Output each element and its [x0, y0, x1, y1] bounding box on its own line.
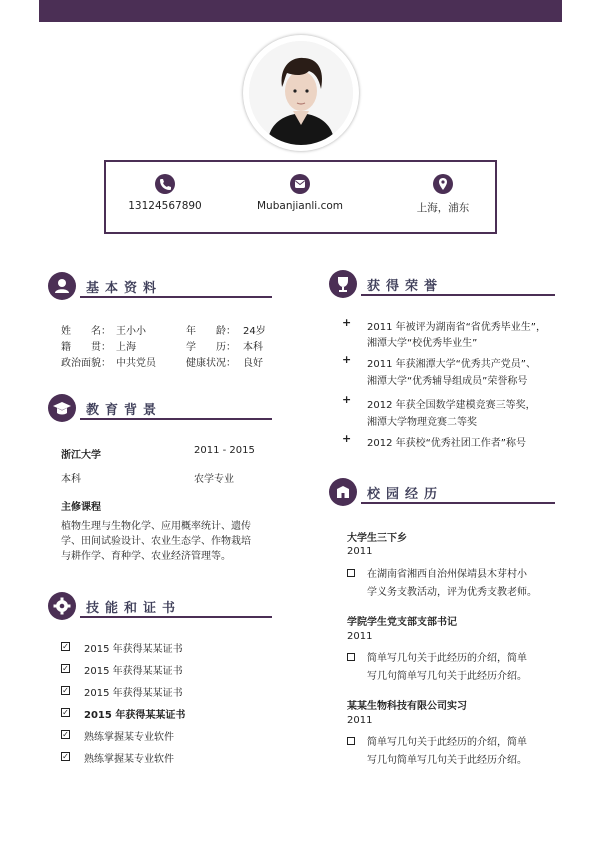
value-hometown: 上海 — [116, 342, 136, 353]
section-title: 基本资料 — [86, 281, 163, 296]
label-age: 年 龄： — [186, 326, 236, 337]
location-text: 上海，浦东 — [416, 202, 470, 214]
label-health: 健康状况： — [186, 358, 236, 369]
label-political: 政治面貌： — [61, 358, 111, 369]
section-title: 技能和证书 — [86, 601, 182, 616]
check-icon: ✓ — [62, 664, 69, 673]
skill-item: 2015 年获得某某证书 — [84, 688, 183, 699]
label-education: 学 历： — [186, 342, 236, 353]
square-bullet-icon — [347, 569, 355, 577]
contact-box — [104, 160, 497, 234]
value-education: 本科 — [243, 342, 263, 353]
campus-entry-line: 写几句简单写几句关于此经历介绍。 — [367, 671, 527, 682]
honor-line: 2011 年被评为湖南省“省优秀毕业生”， — [367, 322, 546, 333]
degree: 本科 — [61, 474, 81, 485]
label-hometown: 籍 贯： — [61, 342, 111, 353]
basic-info-header — [48, 272, 272, 302]
contact-website — [230, 174, 370, 212]
campus-entry-year: 2011 — [347, 631, 373, 642]
check-icon: ✓ — [62, 686, 69, 695]
portrait-image — [249, 41, 353, 145]
honor-line: 2012 年获全国数学建模竞赛三等奖， — [367, 400, 536, 411]
campus-entry-name: 某某生物科技有限公司实习 — [347, 701, 467, 712]
plus-icon: + — [342, 353, 352, 366]
section-divider — [80, 418, 272, 420]
plus-icon: + — [342, 316, 352, 329]
value-health: 良好 — [243, 358, 263, 369]
check-icon: ✓ — [62, 730, 69, 739]
value-name: 王小小 — [116, 326, 146, 337]
section-divider — [80, 616, 272, 618]
check-icon: ✓ — [62, 752, 69, 761]
honor-line: 2011 年获湘潭大学“优秀共产党员”、 — [367, 359, 536, 370]
section-divider — [80, 296, 272, 298]
location-pin-icon — [433, 174, 453, 194]
label-name: 姓 名： — [61, 326, 111, 337]
campus-entry-line: 学义务支教活动，评为优秀支教老师。 — [367, 587, 537, 598]
section-divider — [361, 294, 555, 296]
avatar-frame — [243, 35, 359, 151]
skill-item: 2015 年获得某某证书 — [84, 644, 183, 655]
campus-entry-year: 2011 — [347, 546, 373, 557]
avatar — [249, 41, 353, 145]
check-icon: ✓ — [62, 708, 69, 717]
campus-entry-line: 简单写几句关于此经历的介绍，简单 — [367, 653, 527, 664]
honor-line: 2012 年获校“优秀社团工作者”称号 — [367, 438, 526, 449]
section-title: 教育背景 — [86, 403, 163, 418]
graduation-cap-icon — [48, 394, 76, 422]
skill-item: 熟练掌握某专业软件 — [84, 754, 174, 765]
campus-entry-year: 2011 — [347, 715, 373, 726]
courses-title: 主修课程 — [61, 502, 101, 513]
website-text[interactable]: Mubanjianli.com — [257, 200, 343, 212]
value-age: 24岁 — [243, 326, 266, 337]
value-political: 中共党员 — [116, 358, 156, 369]
skill-item: 2015 年获得某某证书 — [84, 666, 183, 677]
skills-header — [48, 592, 272, 622]
section-title: 获得荣誉 — [367, 279, 444, 294]
honors-header — [329, 270, 555, 300]
honor-line: 湘潭大学物理竞赛二等奖 — [367, 417, 477, 428]
campus-entry-line: 在湖南省湘西自治州保靖县木芽村小 — [367, 569, 527, 580]
skill-item: 熟练掌握某专业软件 — [84, 732, 174, 743]
plus-icon: + — [342, 432, 352, 445]
skill-item: 2015 年获得某某证书 — [84, 710, 186, 721]
phone-icon — [155, 174, 175, 194]
school-period: 2011 - 2015 — [194, 445, 255, 456]
courses-line: 与耕作学、育种学、农业经济管理等。 — [61, 551, 231, 562]
section-title: 校园经历 — [367, 487, 444, 502]
school-name: 浙江大学 — [61, 450, 101, 461]
square-bullet-icon — [347, 653, 355, 661]
phone-text: 13124567890 — [128, 200, 202, 212]
courses-line: 学、田间试验设计、农业生态学、作物栽培 — [61, 536, 251, 547]
check-icon: ✓ — [62, 642, 69, 651]
honor-line: 湘潭大学“优秀辅导组成员”荣誉称号 — [367, 376, 528, 387]
user-icon — [48, 272, 76, 300]
education-header — [48, 394, 272, 424]
campus-header — [329, 478, 555, 508]
top-bar — [39, 0, 562, 22]
contact-location — [373, 174, 513, 215]
campus-entry-name: 学院学生党支部支部书记 — [347, 617, 457, 628]
plus-icon: + — [342, 393, 352, 406]
square-bullet-icon — [347, 737, 355, 745]
gear-icon — [48, 592, 76, 620]
courses-line: 植物生理与生物化学、应用概率统计、遗传 — [61, 521, 251, 532]
campus-entry-name: 大学生三下乡 — [347, 533, 407, 544]
mail-icon — [290, 174, 310, 194]
major: 农学专业 — [194, 474, 234, 485]
trophy-icon — [329, 270, 357, 298]
campus-entry-line: 简单写几句关于此经历的介绍，简单 — [367, 737, 527, 748]
building-icon — [329, 478, 357, 506]
contact-phone — [95, 174, 235, 212]
campus-entry-line: 写几句简单写几句关于此经历介绍。 — [367, 755, 527, 766]
section-divider — [361, 502, 555, 504]
honor-line: 湘潭大学“校优秀毕业生” — [367, 338, 478, 349]
